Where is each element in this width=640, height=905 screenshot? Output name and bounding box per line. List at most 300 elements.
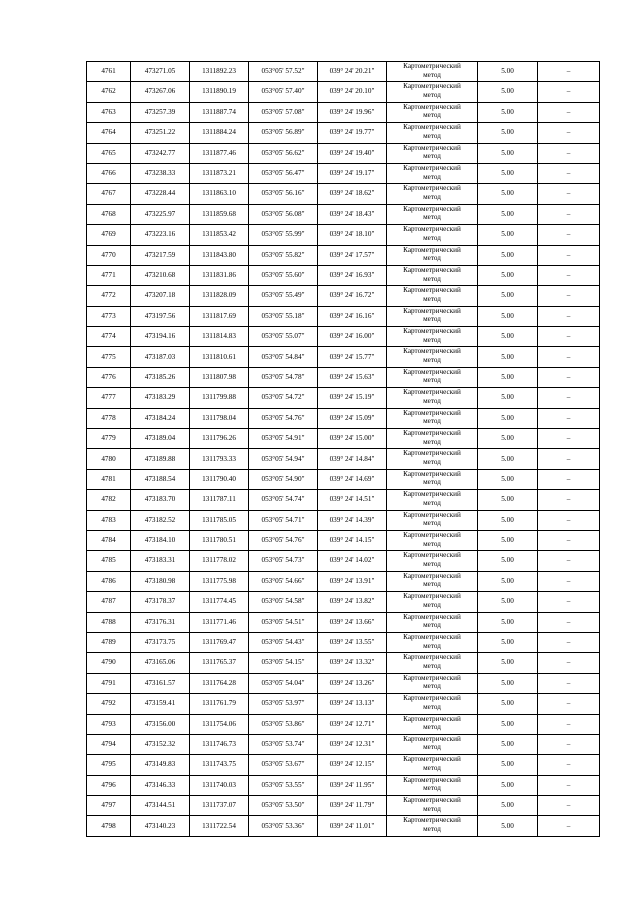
method-text-line: Картометрический [403, 62, 461, 70]
method-text-line: метод [423, 172, 441, 181]
longitude-cell: 039° 24' 16.00" [318, 327, 387, 347]
method-cell [387, 265, 478, 285]
latitude-cell: 053°05' 54.76" [249, 408, 318, 428]
method-cell [387, 592, 478, 612]
method-cell [387, 551, 478, 571]
latitude-cell: 053°05' 54.76" [249, 530, 318, 550]
point-number-cell: 4787 [87, 592, 131, 612]
point-number-cell: 4794 [87, 734, 131, 754]
latitude-cell: 053°05' 53.74" [249, 734, 318, 754]
method-text-line: метод [423, 335, 441, 344]
method-text-line: метод [423, 254, 441, 263]
point-number-cell: 4780 [87, 449, 131, 469]
method-text-line: Картометрический [403, 510, 461, 519]
longitude-cell: 039° 24' 16.16" [318, 306, 387, 326]
longitude-cell: 039° 24' 13.82" [318, 592, 387, 612]
method-text-line: Картометрический [403, 184, 461, 193]
table-row [87, 755, 600, 775]
note-cell: – [538, 694, 600, 714]
longitude-cell: 039° 24' 14.51" [318, 490, 387, 510]
accuracy-cell: 5.00 [478, 62, 538, 82]
accuracy-cell: 5.00 [478, 102, 538, 122]
method-text-line: Картометрический [403, 163, 461, 172]
longitude-cell: 039° 24' 12.15" [318, 755, 387, 775]
x-coordinate-cell: 473146.33 [131, 775, 190, 795]
point-number-cell: 4793 [87, 714, 131, 734]
method-text-line: Картометрический [403, 388, 461, 397]
note-cell: – [538, 612, 600, 632]
note-cell: – [538, 653, 600, 673]
accuracy-cell: 5.00 [478, 347, 538, 367]
longitude-cell: 039° 24' 14.39" [318, 510, 387, 530]
note-cell: – [538, 245, 600, 265]
x-coordinate-cell: 473242.77 [131, 143, 190, 163]
accuracy-cell: 5.00 [478, 694, 538, 714]
method-text-line: метод [423, 356, 441, 365]
table-row [87, 449, 600, 469]
x-coordinate-cell: 473228.44 [131, 184, 190, 204]
table-row [87, 469, 600, 489]
longitude-cell: 039° 24' 15.19" [318, 388, 387, 408]
method-cell [387, 245, 478, 265]
note-cell: – [538, 755, 600, 775]
point-number-cell: 4792 [87, 694, 131, 714]
latitude-cell: 053°05' 53.67" [249, 755, 318, 775]
method-text-line: Картометрический [403, 306, 461, 315]
note-cell: – [538, 82, 600, 102]
method-text-line: метод [423, 70, 441, 79]
table-row [87, 245, 600, 265]
method-text-line: Картометрический [403, 592, 461, 601]
method-text-line: Картометрический [403, 530, 461, 539]
method-cell [387, 62, 478, 82]
accuracy-cell: 5.00 [478, 816, 538, 836]
longitude-cell: 039° 24' 18.43" [318, 204, 387, 224]
method-text-line: Картометрический [403, 123, 461, 132]
latitude-cell: 053°05' 54.78" [249, 367, 318, 387]
y-coordinate-cell: 1311859.68 [190, 204, 249, 224]
method-text-line: метод [423, 641, 441, 650]
latitude-cell: 053°05' 55.07" [249, 327, 318, 347]
note-cell: – [538, 429, 600, 449]
method-text-line: метод [423, 559, 441, 568]
point-number-cell: 4788 [87, 612, 131, 632]
accuracy-cell: 5.00 [478, 755, 538, 775]
method-text-line: Картометрический [403, 265, 461, 274]
longitude-cell: 039° 24' 19.77" [318, 123, 387, 143]
accuracy-cell: 5.00 [478, 163, 538, 183]
latitude-cell: 053°05' 54.66" [249, 571, 318, 591]
method-text-line: Картометрический [403, 714, 461, 723]
note-cell: – [538, 796, 600, 816]
method-text-line: метод [423, 621, 441, 630]
x-coordinate-cell: 473189.88 [131, 449, 190, 469]
latitude-cell: 053°05' 53.86" [249, 714, 318, 734]
method-cell [387, 796, 478, 816]
note-cell: – [538, 551, 600, 571]
method-cell [387, 775, 478, 795]
method-cell [387, 163, 478, 183]
accuracy-cell: 5.00 [478, 530, 538, 550]
y-coordinate-cell: 1311764.28 [190, 673, 249, 693]
method-text-line: метод [423, 580, 441, 589]
method-text-line: метод [423, 131, 441, 140]
note-cell: – [538, 592, 600, 612]
accuracy-cell: 5.00 [478, 123, 538, 143]
method-cell [387, 694, 478, 714]
table-row [87, 653, 600, 673]
longitude-cell: 039° 24' 14.15" [318, 530, 387, 550]
y-coordinate-cell: 1311877.46 [190, 143, 249, 163]
table-row [87, 123, 600, 143]
y-coordinate-cell: 1311774.45 [190, 592, 249, 612]
method-text-line: метод [423, 478, 441, 487]
point-number-cell: 4770 [87, 245, 131, 265]
latitude-cell: 053°05' 54.91" [249, 429, 318, 449]
note-cell: – [538, 530, 600, 550]
method-text-line: Картометрический [403, 225, 461, 234]
point-number-cell: 4777 [87, 388, 131, 408]
latitude-cell: 053°05' 54.94" [249, 449, 318, 469]
x-coordinate-cell: 473197.56 [131, 306, 190, 326]
note-cell: – [538, 673, 600, 693]
y-coordinate-cell: 1311853.42 [190, 225, 249, 245]
x-coordinate-cell: 473184.10 [131, 530, 190, 550]
method-text-line: метод [423, 804, 441, 813]
method-text-line: метод [423, 458, 441, 467]
longitude-cell: 039° 24' 20.21" [318, 62, 387, 82]
accuracy-cell: 5.00 [478, 286, 538, 306]
longitude-cell: 039° 24' 17.57" [318, 245, 387, 265]
table-row [87, 490, 600, 510]
longitude-cell: 039° 24' 15.09" [318, 408, 387, 428]
method-text-line: Картометрический [403, 734, 461, 743]
latitude-cell: 053°05' 56.62" [249, 143, 318, 163]
x-coordinate-cell: 473271.05 [131, 62, 190, 82]
method-text-line: Картометрический [403, 327, 461, 336]
latitude-cell: 053°05' 54.72" [249, 388, 318, 408]
latitude-cell: 053°05' 54.84" [249, 347, 318, 367]
point-number-cell: 4766 [87, 163, 131, 183]
method-text-line: Картометрический [403, 367, 461, 376]
longitude-cell: 039° 24' 13.55" [318, 632, 387, 652]
table-row [87, 612, 600, 632]
point-number-cell: 4763 [87, 102, 131, 122]
method-text-line: Картометрический [403, 82, 461, 91]
table-row [87, 408, 600, 428]
method-text-line: Картометрический [403, 551, 461, 560]
accuracy-cell: 5.00 [478, 306, 538, 326]
latitude-cell: 053°05' 55.60" [249, 265, 318, 285]
y-coordinate-cell: 1311884.24 [190, 123, 249, 143]
method-text-line: метод [423, 274, 441, 283]
method-text-line: метод [423, 233, 441, 242]
latitude-cell: 053°05' 53.97" [249, 694, 318, 714]
method-text-line: Картометрический [403, 469, 461, 478]
method-text-line: Картометрический [403, 408, 461, 417]
latitude-cell: 053°05' 53.50" [249, 796, 318, 816]
longitude-cell: 039° 24' 13.13" [318, 694, 387, 714]
y-coordinate-cell: 1311743.75 [190, 755, 249, 775]
x-coordinate-cell: 473225.97 [131, 204, 190, 224]
method-text-line: метод [423, 743, 441, 752]
point-number-cell: 4776 [87, 367, 131, 387]
y-coordinate-cell: 1311722.54 [190, 816, 249, 836]
y-coordinate-cell: 1311814.83 [190, 327, 249, 347]
accuracy-cell: 5.00 [478, 632, 538, 652]
method-text-line: Картометрический [403, 102, 461, 111]
method-text-line: Картометрический [403, 632, 461, 641]
x-coordinate-cell: 473144.51 [131, 796, 190, 816]
table-row [87, 510, 600, 530]
method-text-line: метод [423, 498, 441, 507]
table-row [87, 694, 600, 714]
y-coordinate-cell: 1311892.23 [190, 62, 249, 82]
point-number-cell: 4790 [87, 653, 131, 673]
longitude-cell: 039° 24' 14.69" [318, 469, 387, 489]
table-row [87, 306, 600, 326]
method-text-line: метод [423, 315, 441, 324]
latitude-cell: 053°05' 54.73" [249, 551, 318, 571]
latitude-cell: 053°05' 53.36" [249, 816, 318, 836]
latitude-cell: 053°05' 54.15" [249, 653, 318, 673]
accuracy-cell: 5.00 [478, 612, 538, 632]
method-cell [387, 816, 478, 836]
latitude-cell: 053°05' 53.55" [249, 775, 318, 795]
table-row [87, 62, 600, 82]
method-cell [387, 734, 478, 754]
longitude-cell: 039° 24' 19.17" [318, 163, 387, 183]
method-cell [387, 449, 478, 469]
method-text-line: метод [423, 90, 441, 99]
method-text-line: метод [423, 661, 441, 670]
accuracy-cell: 5.00 [478, 796, 538, 816]
x-coordinate-cell: 473156.00 [131, 714, 190, 734]
y-coordinate-cell: 1311817.69 [190, 306, 249, 326]
table-row [87, 673, 600, 693]
latitude-cell: 053°05' 56.16" [249, 184, 318, 204]
point-number-cell: 4779 [87, 429, 131, 449]
table-row [87, 530, 600, 550]
y-coordinate-cell: 1311769.47 [190, 632, 249, 652]
method-text-line: метод [423, 152, 441, 161]
table-row [87, 327, 600, 347]
y-coordinate-cell: 1311798.04 [190, 408, 249, 428]
note-cell: – [538, 714, 600, 734]
x-coordinate-cell: 473184.24 [131, 408, 190, 428]
x-coordinate-cell: 473257.39 [131, 102, 190, 122]
latitude-cell: 053°05' 55.49" [249, 286, 318, 306]
point-number-cell: 4784 [87, 530, 131, 550]
y-coordinate-cell: 1311740.03 [190, 775, 249, 795]
x-coordinate-cell: 473251.22 [131, 123, 190, 143]
point-number-cell: 4795 [87, 755, 131, 775]
table-row [87, 388, 600, 408]
longitude-cell: 039° 24' 13.26" [318, 673, 387, 693]
longitude-cell: 039° 24' 15.63" [318, 367, 387, 387]
y-coordinate-cell: 1311780.51 [190, 530, 249, 550]
method-cell [387, 530, 478, 550]
method-text-line: метод [423, 763, 441, 772]
method-text-line: метод [423, 111, 441, 120]
method-text-line: Картометрический [403, 245, 461, 254]
point-number-cell: 4791 [87, 673, 131, 693]
longitude-cell: 039° 24' 13.91" [318, 571, 387, 591]
table-row [87, 82, 600, 102]
x-coordinate-cell: 473149.83 [131, 755, 190, 775]
method-cell [387, 755, 478, 775]
note-cell: – [538, 388, 600, 408]
method-cell [387, 367, 478, 387]
accuracy-cell: 5.00 [478, 388, 538, 408]
method-text-line: метод [423, 682, 441, 691]
accuracy-cell: 5.00 [478, 469, 538, 489]
method-text-line: метод [423, 600, 441, 609]
method-cell [387, 469, 478, 489]
longitude-cell: 039° 24' 11.01" [318, 816, 387, 836]
method-cell [387, 612, 478, 632]
accuracy-cell: 5.00 [478, 551, 538, 571]
x-coordinate-cell: 473159.41 [131, 694, 190, 714]
point-number-cell: 4796 [87, 775, 131, 795]
method-text-line: Картометрический [403, 449, 461, 458]
method-cell [387, 632, 478, 652]
table-row [87, 775, 600, 795]
y-coordinate-cell: 1311787.11 [190, 490, 249, 510]
point-number-cell: 4781 [87, 469, 131, 489]
accuracy-cell: 5.00 [478, 265, 538, 285]
latitude-cell: 053°05' 57.08" [249, 102, 318, 122]
latitude-cell: 053°05' 54.51" [249, 612, 318, 632]
x-coordinate-cell: 473165.06 [131, 653, 190, 673]
coordinates-table [86, 61, 600, 837]
longitude-cell: 039° 24' 18.10" [318, 225, 387, 245]
note-cell: – [538, 306, 600, 326]
x-coordinate-cell: 473183.31 [131, 551, 190, 571]
latitude-cell: 053°05' 55.99" [249, 225, 318, 245]
y-coordinate-cell: 1311831.86 [190, 265, 249, 285]
longitude-cell: 039° 24' 12.31" [318, 734, 387, 754]
latitude-cell: 053°05' 54.74" [249, 490, 318, 510]
method-cell [387, 571, 478, 591]
method-cell [387, 347, 478, 367]
point-number-cell: 4782 [87, 490, 131, 510]
x-coordinate-cell: 473194.16 [131, 327, 190, 347]
longitude-cell: 039° 24' 12.71" [318, 714, 387, 734]
y-coordinate-cell: 1311737.07 [190, 796, 249, 816]
accuracy-cell: 5.00 [478, 327, 538, 347]
method-text-line: Картометрический [403, 490, 461, 499]
y-coordinate-cell: 1311863.10 [190, 184, 249, 204]
note-cell: – [538, 62, 600, 82]
y-coordinate-cell: 1311828.09 [190, 286, 249, 306]
method-cell [387, 408, 478, 428]
table-row [87, 592, 600, 612]
accuracy-cell: 5.00 [478, 775, 538, 795]
accuracy-cell: 5.00 [478, 449, 538, 469]
method-text-line: Картометрический [403, 775, 461, 784]
method-text-line: метод [423, 437, 441, 446]
point-number-cell: 4772 [87, 286, 131, 306]
x-coordinate-cell: 473183.29 [131, 388, 190, 408]
note-cell: – [538, 469, 600, 489]
longitude-cell: 039° 24' 16.72" [318, 286, 387, 306]
method-cell [387, 82, 478, 102]
longitude-cell: 039° 24' 11.79" [318, 796, 387, 816]
x-coordinate-cell: 473223.16 [131, 225, 190, 245]
y-coordinate-cell: 1311785.05 [190, 510, 249, 530]
x-coordinate-cell: 473140.23 [131, 816, 190, 836]
table-row [87, 796, 600, 816]
y-coordinate-cell: 1311754.06 [190, 714, 249, 734]
latitude-cell: 053°05' 54.90" [249, 469, 318, 489]
note-cell: – [538, 734, 600, 754]
accuracy-cell: 5.00 [478, 184, 538, 204]
table-row [87, 184, 600, 204]
method-cell [387, 306, 478, 326]
accuracy-cell: 5.00 [478, 143, 538, 163]
x-coordinate-cell: 473188.54 [131, 469, 190, 489]
longitude-cell: 039° 24' 16.93" [318, 265, 387, 285]
point-number-cell: 4765 [87, 143, 131, 163]
method-cell [387, 490, 478, 510]
y-coordinate-cell: 1311796.26 [190, 429, 249, 449]
table-row [87, 571, 600, 591]
method-cell [387, 225, 478, 245]
note-cell: – [538, 265, 600, 285]
y-coordinate-cell: 1311843.80 [190, 245, 249, 265]
x-coordinate-cell: 473210.68 [131, 265, 190, 285]
y-coordinate-cell: 1311761.79 [190, 694, 249, 714]
y-coordinate-cell: 1311799.88 [190, 388, 249, 408]
method-text-line: Картометрический [403, 612, 461, 621]
latitude-cell: 053°05' 56.08" [249, 204, 318, 224]
y-coordinate-cell: 1311790.40 [190, 469, 249, 489]
table-row [87, 714, 600, 734]
point-number-cell: 4786 [87, 571, 131, 591]
method-text-line: метод [423, 825, 441, 834]
accuracy-cell: 5.00 [478, 367, 538, 387]
accuracy-cell: 5.00 [478, 714, 538, 734]
point-number-cell: 4775 [87, 347, 131, 367]
method-cell [387, 204, 478, 224]
accuracy-cell: 5.00 [478, 673, 538, 693]
y-coordinate-cell: 1311793.33 [190, 449, 249, 469]
longitude-cell: 039° 24' 19.96" [318, 102, 387, 122]
note-cell: – [538, 286, 600, 306]
longitude-cell: 039° 24' 14.02" [318, 551, 387, 571]
x-coordinate-cell: 473182.52 [131, 510, 190, 530]
accuracy-cell: 5.00 [478, 204, 538, 224]
method-cell [387, 102, 478, 122]
point-number-cell: 4771 [87, 265, 131, 285]
accuracy-cell: 5.00 [478, 429, 538, 449]
note-cell: – [538, 204, 600, 224]
method-text-line: Картометрический [403, 286, 461, 295]
longitude-cell: 039° 24' 20.10" [318, 82, 387, 102]
note-cell: – [538, 510, 600, 530]
table-row [87, 429, 600, 449]
method-cell [387, 327, 478, 347]
accuracy-cell: 5.00 [478, 592, 538, 612]
table-row [87, 632, 600, 652]
method-text-line: Картометрический [403, 204, 461, 213]
point-number-cell: 4768 [87, 204, 131, 224]
longitude-cell: 039° 24' 13.66" [318, 612, 387, 632]
y-coordinate-cell: 1311890.19 [190, 82, 249, 102]
x-coordinate-cell: 473207.18 [131, 286, 190, 306]
accuracy-cell: 5.00 [478, 734, 538, 754]
